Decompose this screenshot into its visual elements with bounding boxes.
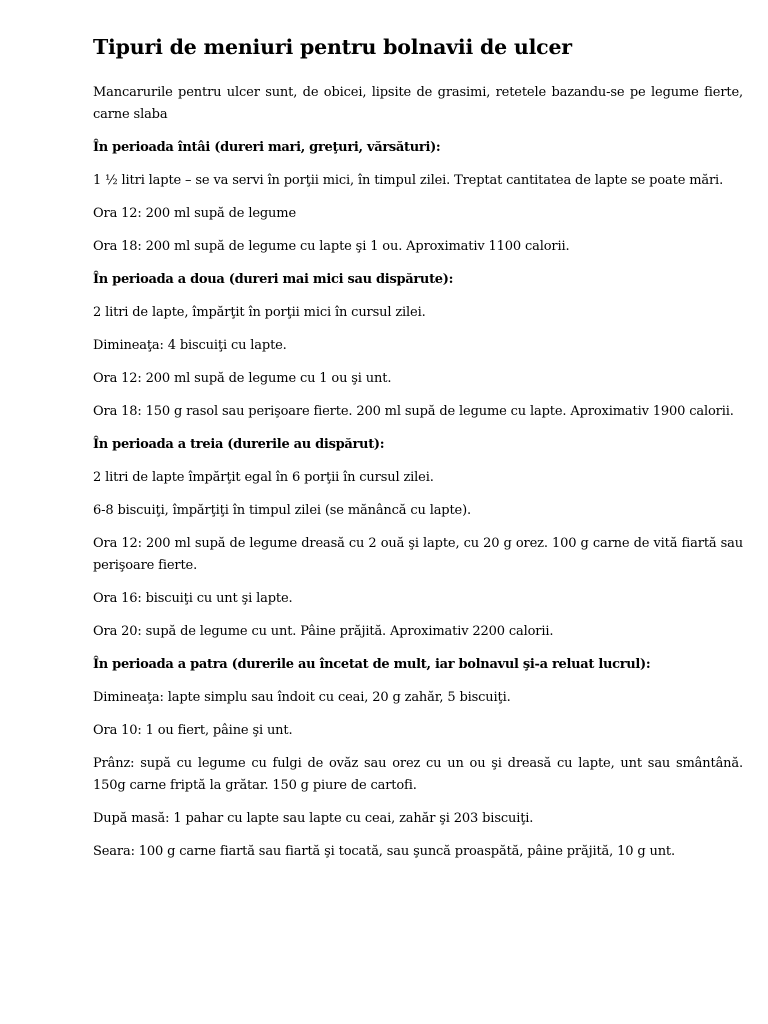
body-paragraph: 1 ½ litri lapte – se va servi în porţii mici, în timpul zilei. Treptat cantitatea de lapte se poate mări.	[93, 173, 724, 188]
body-paragraph: 2 litri de lapte împărţit egal în 6 porţii în cursul zilei.	[93, 470, 434, 485]
section-heading: În perioada întâi (dureri mari, greţuri, vărsături):	[93, 140, 441, 155]
body-paragraph: 6-8 biscuiţi, împărţiţi în timpul zilei (se mănâncă cu lapte).	[93, 503, 471, 518]
body-paragraph: Dimineaţa: lapte simplu sau îndoit cu ceai, 20 g zahăr, 5 biscuiţi.	[93, 690, 511, 705]
body-paragraph: 2 litri de lapte, împărţit în porţii mici în cursul zilei.	[93, 305, 426, 320]
body-paragraph: Ora 18: 200 ml supă de legume cu lapte şi 1 ou. Aproximativ 1100 calorii.	[93, 239, 570, 254]
body-paragraph: Ora 20: supă de legume cu unt. Pâine prăjită. Aproximativ 2200 calorii.	[93, 624, 554, 639]
section-heading: În perioada a treia (durerile au dispărut):	[93, 437, 385, 452]
body-paragraph: Ora 16: biscuiţi cu unt şi lapte.	[93, 591, 293, 606]
body-paragraph: Dimineaţa: 4 biscuiţi cu lapte.	[93, 338, 287, 353]
document-body	[93, 82, 743, 863]
body-paragraph: Prânz: supă cu legume cu fulgi de ovăz sau orez cu un ou şi dreasă cu lapte, unt sau smântână. 150g carne friptă la grătar. 150 g piure de cartofi.	[93, 756, 743, 793]
section-heading: În perioada a doua (dureri mai mici sau dispărute):	[93, 272, 454, 287]
section-heading: În perioada a patra (durerile au încetat de mult, iar bolnavul şi-a reluat lucrul):	[93, 657, 651, 672]
document-title: Tipuri de meniuri pentru bolnavii de ulcer	[93, 35, 572, 59]
document-page	[93, 34, 743, 863]
body-paragraph: După masă: 1 pahar cu lapte sau lapte cu ceai, zahăr şi 203 biscuiţi.	[93, 811, 534, 826]
body-paragraph: Seara: 100 g carne fiartă sau fiartă şi tocată, sau şuncă proaspătă, pâine prăjită, 10 g unt.	[93, 844, 675, 859]
body-paragraph: Ora 10: 1 ou fiert, pâine şi unt.	[93, 723, 293, 738]
body-paragraph: Ora 18: 150 g rasol sau perişoare fierte. 200 ml supă de legume cu lapte. Aproximativ 1900 calorii.	[93, 404, 734, 419]
body-paragraph: Ora 12: 200 ml supă de legume dreasă cu 2 ouă şi lapte, cu 20 g orez. 100 g carne de vită fiartă sau perişoare fierte.	[93, 536, 743, 573]
body-paragraph: Ora 12: 200 ml supă de legume	[93, 206, 296, 221]
body-paragraph: Mancarurile pentru ulcer sunt, de obicei, lipsite de grasimi, retetele bazandu-se pe legume fierte, carne slaba	[93, 85, 743, 122]
body-paragraph: Ora 12: 200 ml supă de legume cu 1 ou şi unt.	[93, 371, 392, 386]
